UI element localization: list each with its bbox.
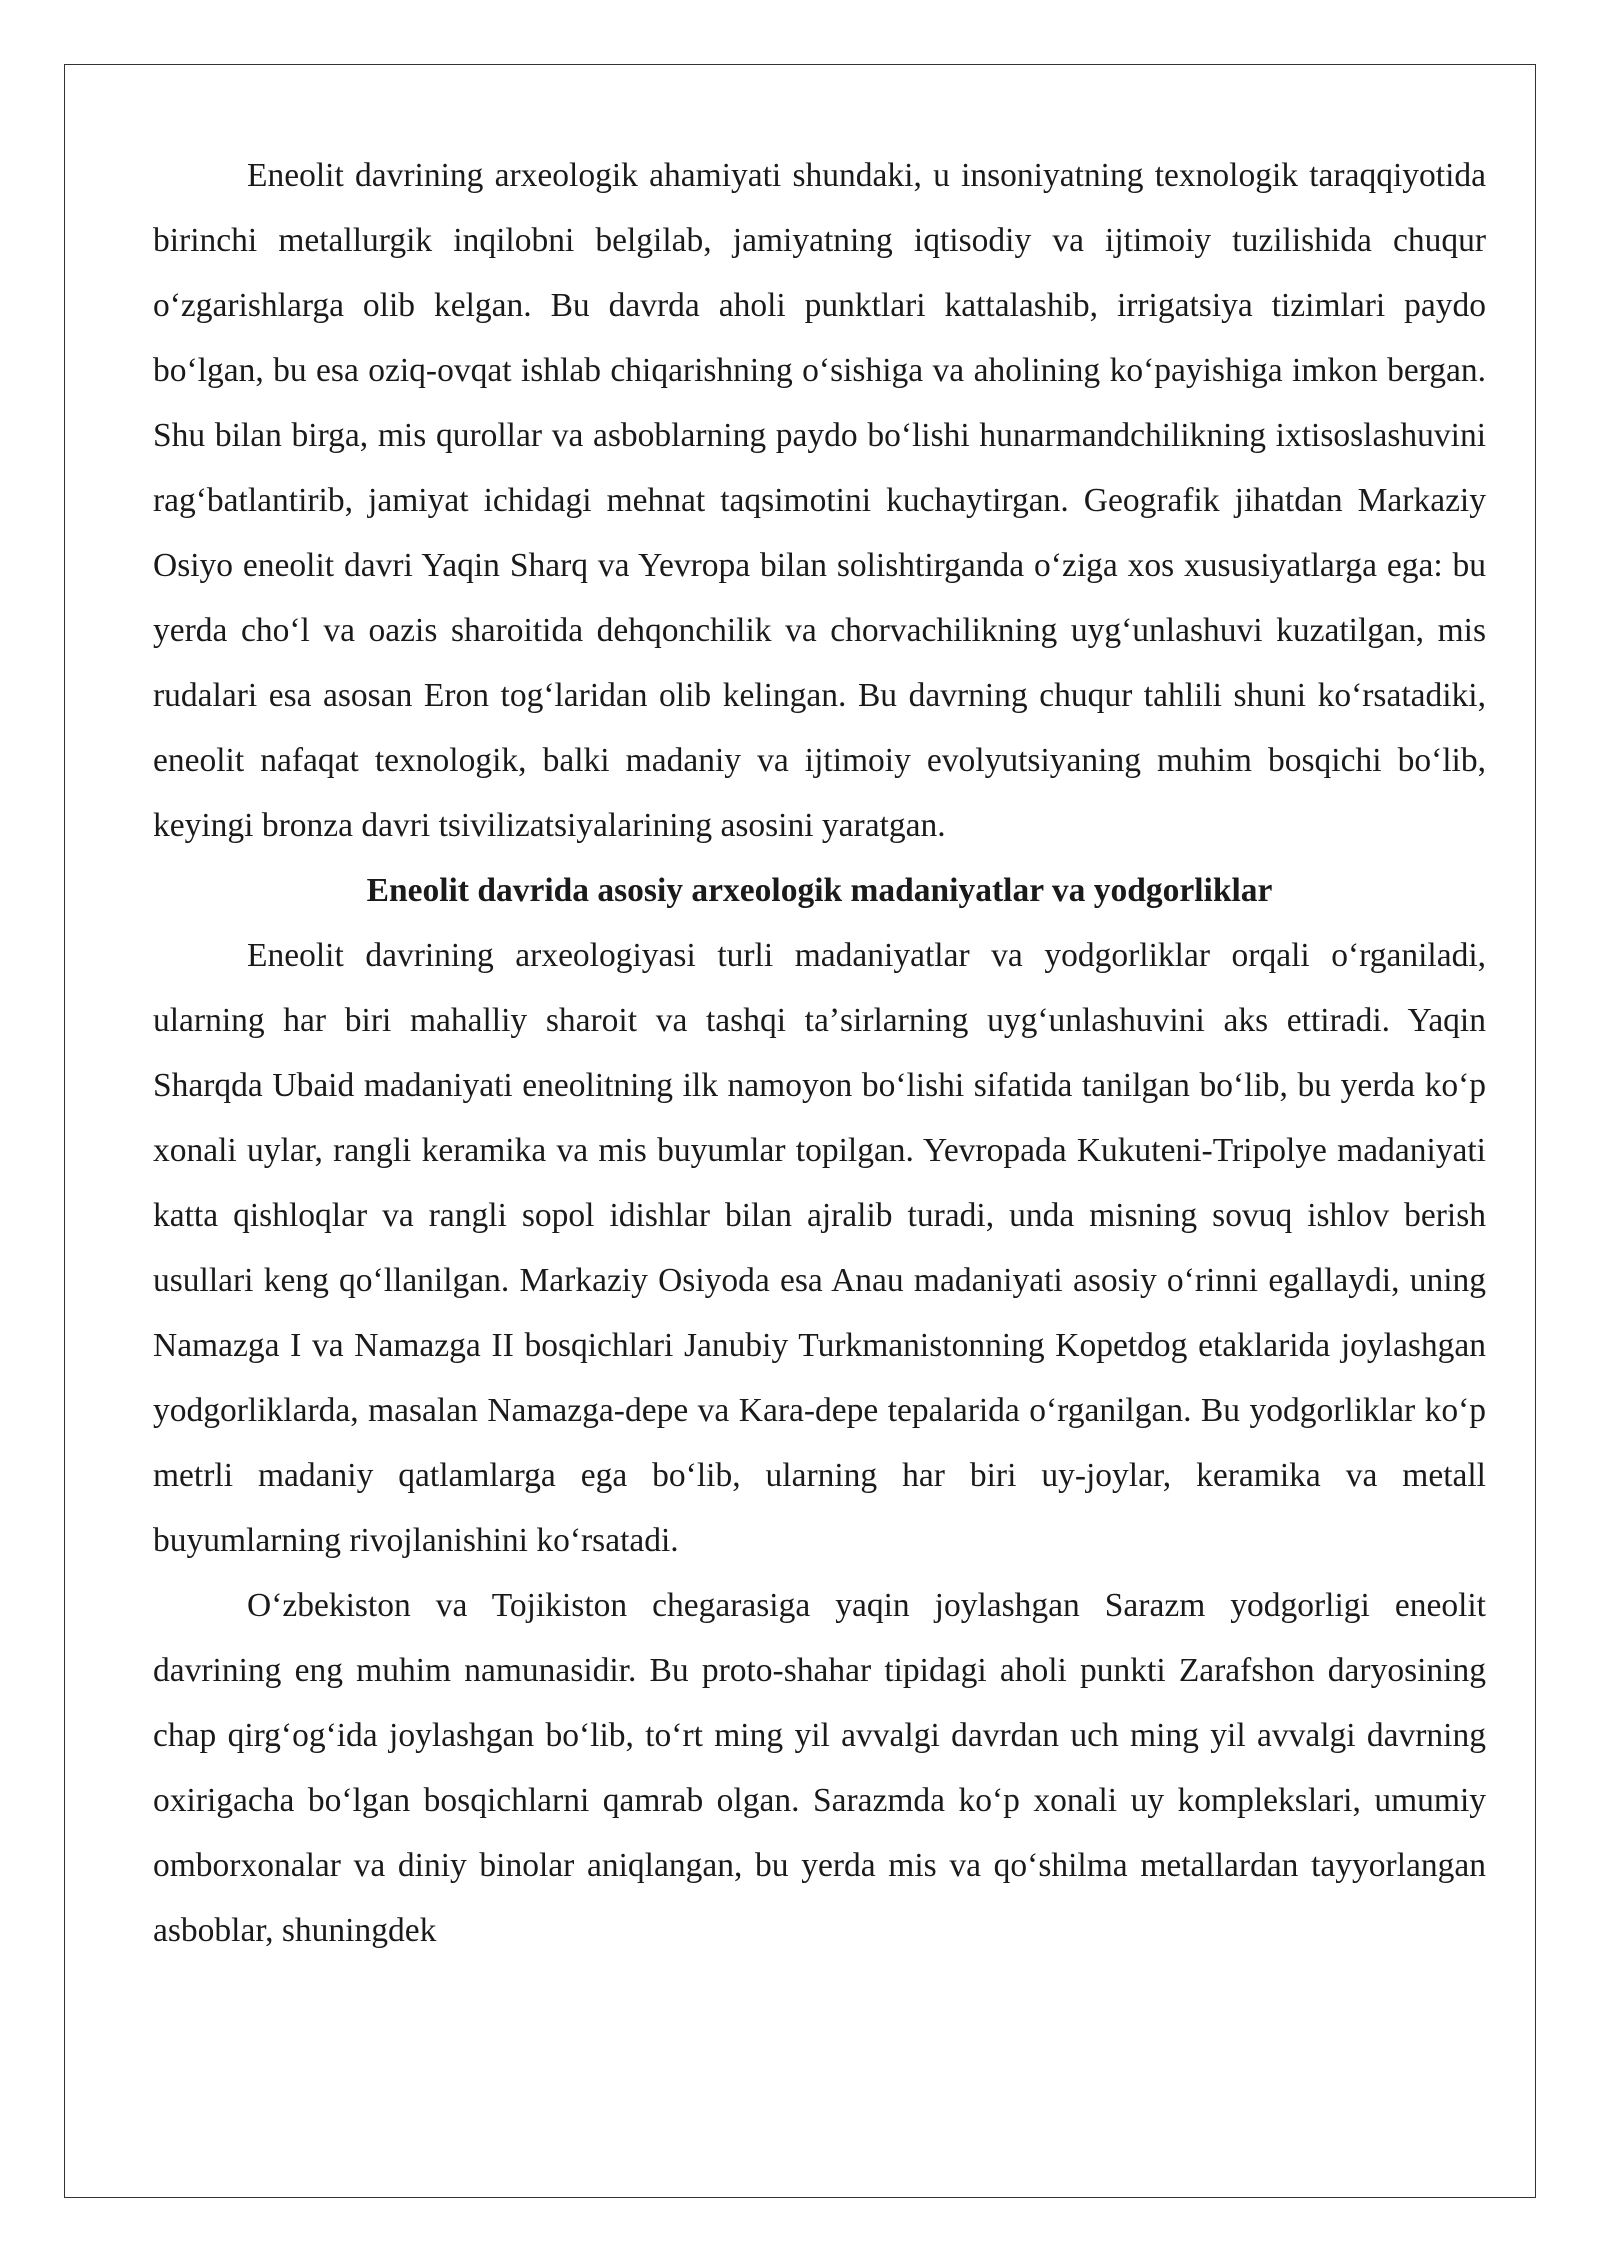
paragraph-cultures-overview: Eneolit davrining arxeologiyasi turli madaniyatlar va yodgorliklar orqali oʻrganiladi, ularning har biri mahalliy sharoit va tashqi taʼsirlarning uygʻunlashuvini aks ettiradi. Yaqin Sharqda Ubaid madaniyati eneolitning ilk namoyon boʻlishi sifatida tanilgan boʻlib, bu yerda koʻp xonali uylar, rangli keramika va mis buyumlar topilgan. Yevropada Kukuteni-Tripolye madaniyati katta qishloqlar va rangli sopol idishlar bilan ajralib turadi, unda misning sovuq ishlov berish usullari keng qoʻllanilgan. Markaziy Osiyoda esa Anau madaniyati asosiy oʻrinni egallaydi, uning Namazga I va Namazga II bosqichlari Janubiy Turkmanistonning Kopetdog etaklarida joylashgan yodgorliklarda, masalan Namazga-depe va Kara-depe tepalarida oʻrganilgan. Bu yodgorliklar koʻp metrli madaniy qatlamlarga ega boʻlib, ularning har biri uy-joylar, keramika va metall buyumlarning rivojlanishini koʻrsatadi.: [153, 937, 1486, 1559]
paragraph-sarazm: Oʻzbekiston va Tojikiston chegarasiga yaqin joylashgan Sarazm yodgorligi eneolit davrining eng muhim namunasidir. Bu proto-shahar tipidagi aholi punkti Zarafshon daryosining chap qirgʻogʻida joylashgan boʻlib, toʻrt ming yil avvalgi davrdan uch ming yil avvalgi davrning oxirigacha boʻlgan bosqichlarni qamrab olgan. Sarazmda koʻp xonali uy komplekslari, umumiy omborxonalar va diniy binolar aniqlangan, bu yerda mis va qoʻshilma metallardan tayyorlangan asboblar, shuningdek: [153, 1587, 1486, 1949]
section-heading: Eneolit davrida asosiy arxeologik madaniyatlar va yodgorliklar: [366, 872, 1273, 909]
document-body: [153, 143, 1486, 1963]
paragraph-archaeological-significance: Eneolit davrining arxeologik ahamiyati shundaki, u insoniyatning texnologik taraqqiyotida birinchi metallurgik inqilobni belgilab, jamiyatning iqtisodiy va ijtimoiy tuzilishida chuqur oʻzgarishlarga olib kelgan. Bu davrda aholi punktlari kattalashib, irrigatsiya tizimlari paydo boʻlgan, bu esa oziq-ovqat ishlab chiqarishning oʻsishiga va aholining koʻpayishiga imkon bergan. Shu bilan birga, mis qurollar va asboblarning paydo boʻlishi hunarmandchilikning ixtisoslashuvini ragʻbatlantirib, jamiyat ichidagi mehnat taqsimotini kuchaytirgan. Geografik jihatdan Markaziy Osiyo eneolit davri Yaqin Sharq va Yevropa bilan solishtirganda oʻziga xos xususiyatlarga ega: bu yerda choʻl va oazis sharoitida dehqonchilik va chorvachilikning uygʻunlashuvi kuzatilgan, mis rudalari esa asosan Eron togʻlaridan olib kelingan. Bu davrning chuqur tahlili shuni koʻrsatadiki, eneolit nafaqat texnologik, balki madaniy va ijtimoiy evolyutsiyaning muhim bosqichi boʻlib, keyingi bronza davri tsivilizatsiyalarining asosini yaratgan.: [153, 157, 1486, 844]
